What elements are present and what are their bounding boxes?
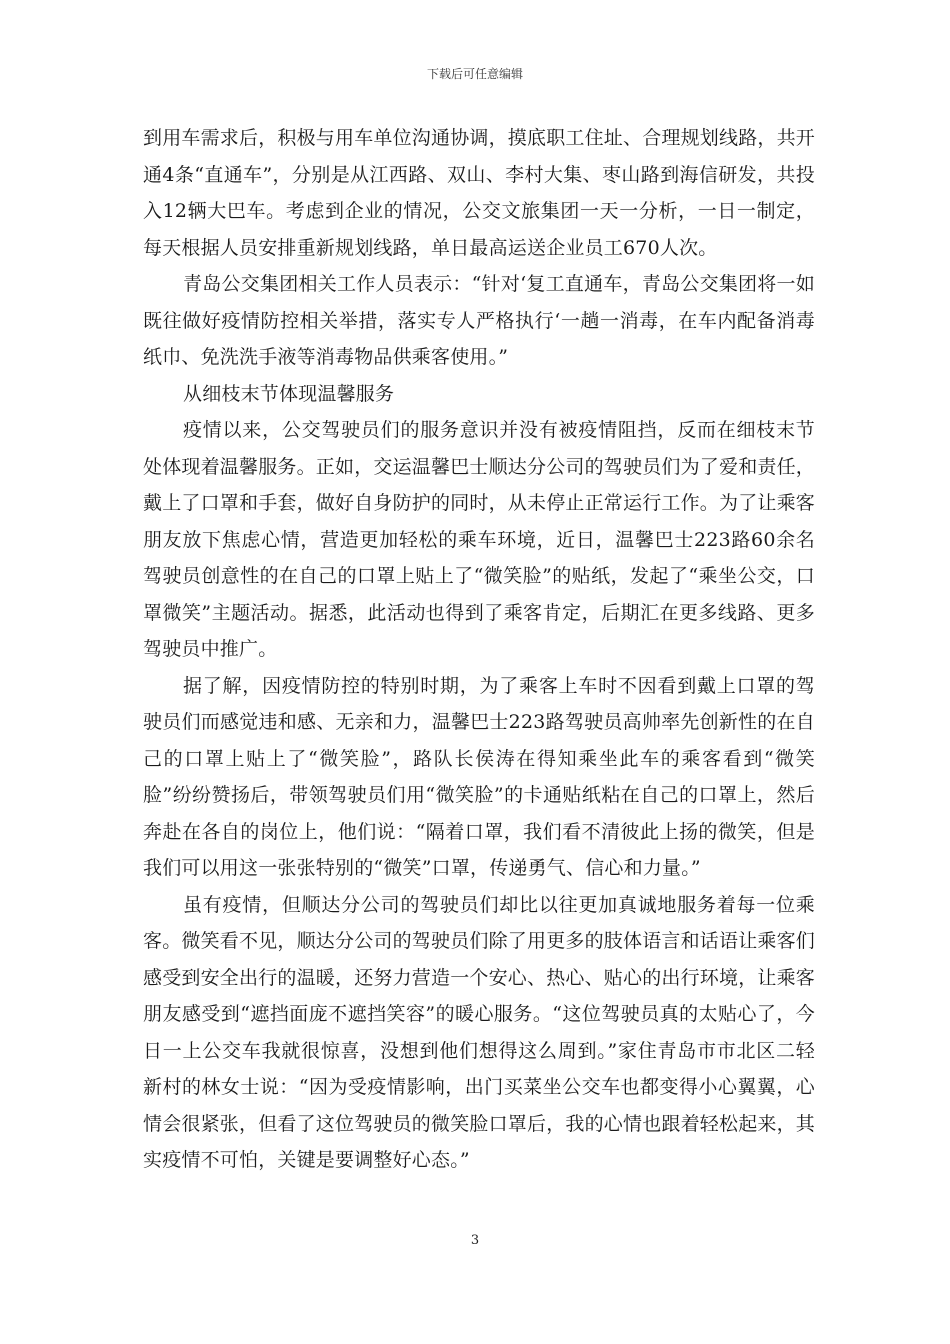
- section-heading: 从细枝末节体现温馨服务: [183, 382, 395, 405]
- page-header: 下载后可任意编辑: [426, 67, 523, 81]
- document-body: [143, 120, 815, 1179]
- page-number: 3: [470, 1233, 480, 1248]
- paragraph-direct-bus: 到用车需求后，积极与用车单位沟通协调，摸底职工住址、合理规划线路，共开通4条“直通车”，分别是从江西路、双山、李村大集、枣山路到海信研发，共投入12辆大巴车。考虑到企业的情况，公交文旅集团一天一分析，一日一制定，每天根据人员安排重新规划线路，单日最高运送企业员工670人次。: [143, 127, 816, 259]
- paragraph-smile-face: 据了解，因疫情防控的特别时期，为了乘客上车时不因看到戴上口罩的驾驶员们而感觉违和感、无亲和力，温馨巴士223路驾驶员高帅率先创新性的在自己的口罩上贴上了“微笑脸”，路队长侯涛在得知乘坐此车的乘客看到“微笑脸”纷纷赞扬后，带领驾驶员们用“微笑脸”的卡通贴纸粘在自己的口罩上，然后奔赴在各自的岗位上，他们说：“隔着口罩，我们看不清彼此上扬的微笑，但是我们可以用这一张张特别的“微笑”口罩，传递勇气、信心和力量。”: [143, 674, 815, 879]
- paragraph-staff-statement: 青岛公交集团相关工作人员表示：“针对‘复工直通车，青岛公交集团将一如既往做好疫情防控相关举措，落实专人严格执行‘一趟一消毒，在车内配备消毒纸巾、免洗洗手液等消毒物品供乘客使用。”: [143, 273, 815, 368]
- paragraph-passenger-feedback: 虽有疫情，但顺达分公司的驾驶员们却比以往更加真诚地服务着每一位乘客。微笑看不见，顺达分公司的驾驶员们除了用更多的肢体语言和话语让乘客们感受到安全出行的温暖，还努力营造一个安心、热心、贴心的出行环境，让乘客朋友感受到“遮挡面庞不遮挡笑容”的暖心服务。“这位驾驶员真的太贴心了，今日一上公交车我就很惊喜，没想到他们想得这么周到。”家住青岛市市北区二轻新村的林女士说：“因为受疫情影响，出门买菜坐公交车也都变得小心翼翼，心情会很紧张，但看了这位驾驶员的微笑脸口罩后，我的心情也跟着轻松起来，其实疫情不可怕，关键是要调整好心态。”: [143, 893, 816, 1171]
- paragraph-warm-service: 疫情以来，公交驾驶员们的服务意识并没有被疫情阻挡，反而在细枝末节处体现着温馨服务。正如，交运温馨巴士顺达分公司的驾驶员们为了爱和责任，戴上了口罩和手套，做好自身防护的同时，从未停止正常运行工作。为了让乘客朋友放下焦虑心情，营造更加轻松的乘车环境，近日，温馨巴士223路60余名驾驶员创意性的在自己的口罩上贴上了“微笑脸”的贴纸，发起了“乘坐公交，口罩微笑”主题活动。据悉，此活动也得到了乘客肯定，后期汇在更多线路、更多驾驶员中推广。: [143, 419, 816, 660]
